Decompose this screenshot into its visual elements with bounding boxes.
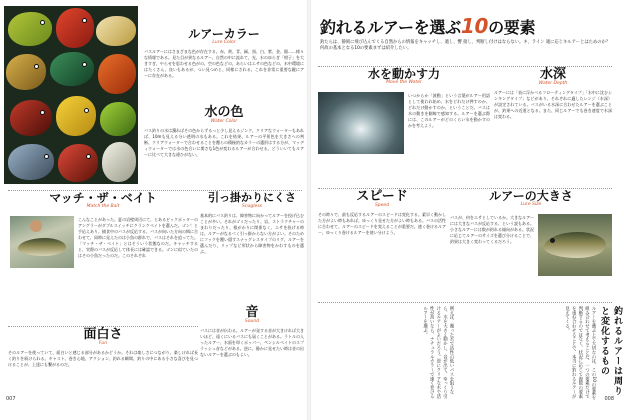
depth-sub: Water Depth (538, 81, 568, 86)
gutter (307, 0, 311, 420)
sound-body: バスには音が伝わる。ルアーが発する音が大きければ大きいほど、遠くにいるバスにも届くことがある。ラトルの入ったルアー、水面を叩くポッパー、ペンシルベイトのスプラッシュ音などがある。逆に、静かに見せたい時は音の出ないルアーを選ぶのもよい。 (200, 327, 304, 357)
snag-sub: Snagless (241, 204, 263, 209)
section-action (318, 68, 490, 186)
feature-lead: 釣たらは、静岡に飛び込んでくる自然からの情報をキャッチし、適し、響 接し、判断し付けはならない。キ、ライン 適に応じキルアーとはためのか？ 何故の基本となる10の要素まずは紹介したい。 (320, 40, 611, 52)
sound-title: 音 (245, 305, 259, 320)
water-color-sub: Water Color (210, 119, 238, 124)
section-match-the-bait (8, 192, 198, 324)
match-bait-sub: Match the Bait (86, 204, 120, 209)
lure-color-title: ルアーカラー (188, 27, 260, 41)
speed-title: スピード (356, 189, 408, 204)
lures-photo (4, 6, 138, 184)
feature-header (320, 14, 610, 36)
right-page (314, 6, 622, 406)
lure-color-sub: Lure Color (212, 40, 236, 45)
section-depth (494, 68, 612, 186)
feature-title: 釣れるルアーを選ぶ10の要素 (320, 14, 536, 38)
speed-sub: Speed (374, 203, 390, 208)
sound-sub: Sound (244, 319, 260, 324)
size-sub: Lure Size (520, 202, 542, 207)
action-body: いつからか「波動」という言葉がルアー用語として使われ始め、水をどれだけ押すのか、どれだけ動かすのか、ということだ。バスは水の動きを側線で感知する。ルアーを選ぶ際には、このルアーがどのくらい水を動かすのかを考えよう。 (408, 93, 490, 128)
section-appeal (8, 328, 198, 404)
section-size (450, 190, 612, 300)
vertical-text-b: 例えば、濁った水で活性の低いバスを狙うなら、水を大きく動かし、音が出て、ゆっくり引けるルアーがよいだろう。逆にクリアな水で活性が高いなら、ナチュラルカラーで速く巻けるルアーを選ぶ。 (422, 306, 454, 399)
splash-photo (318, 92, 404, 154)
water-color-body: バス釣りの水は濁ればその色からずるっと少し見えるジンク、クリアなウォーターもあれば、10mも見える分い透明の水もある。これを結果、ルアーの平景色を大きさへの判断、クリアウォーターで合わせることを覆らの積極的なカラーの選択はする方が、マッディウォーターでは水の色合いに関さな1色が変わるルアーが合わせる。どういいてもルアーに比べて大きな違ひがない。 (144, 127, 304, 157)
depth-title: 水深 (539, 67, 566, 82)
snag-body: 基本的にバス釣りは、障害物に向かってルアーを投げ込むことが多い。それがゴミだったり、岩、ストラクチャーのまわりだったり、根がかりに関係なく、エサを投げる時は、ルアーがなるべく引っ掛からない方がよい。そのためにフックを覆い隠すスナッグレスタイプのリグ、ルアーを選んだり、リップなど形状から障害物をかわすものを選ぶ。 (200, 212, 304, 254)
appeal-sub: Fun (98, 341, 108, 346)
vertical-heading: 釣れるルアーは周りと変化するもの (599, 306, 622, 396)
snag-title: 引っ掛かりにくさ (208, 191, 296, 204)
section-speed (318, 190, 446, 300)
appeal-title: 面白さ (83, 327, 123, 342)
right-folio: 008 (604, 396, 614, 402)
match-bait-title: マッチ・ザ・ベイト (49, 191, 157, 205)
left-folio: 007 (6, 396, 16, 402)
speed-body: その時々で、最も反応するルアーのスピードは変化する。素早く動かした方がよい時もあれば、ゆっくり見せた方がよい時もある。バスの活性に合わせて、ルアーのスピードを変えることが重要だ。速く巻けるルアー、ゆっくり巻けるルアーを使い分けよう。 (318, 211, 446, 235)
action-sub: Move the Water (386, 80, 422, 85)
size-body: バスが、何をエサとしているか。大きなルアーには大きなバスが反応する、という説もある。小さなルアーには数が釣れる傾向がある。状況に応じてルアーのサイズを選び分けることで、釣果は大きく変わってくるだろう。 (450, 215, 534, 244)
match-bait-body: こんなことがあった。夏の岩壁周辺にて、とあるビックポッターのアングラーがダブルスイッチにクランクベイトを選んだ。ゴン！と手応えあり。捕食中のバスが反応する、バスが向いた方向の餌に合わせて、同時に見えたのは小魚の群れで、バスはそれを追ってた。「マッチ・ザ・ベイト」とはそういう状態なのだ。キャッチすると、実際のバスが反応して体長には確認できる。ゴンに似ていたのはその小魚だったのだ。このそれぞれ (78, 217, 198, 258)
size-title: ルアーの大きさ (489, 189, 573, 203)
left-page (4, 6, 304, 406)
lure-color-body: バスルアーにはさまざまな色が存在する。赤、黄、青、緑、黒、白、紫、金、銀……様々な情報である。見た目が異なるルアー、自然の中に流れて、光、水のゆらぎ「紺子」を大きすぎ、やらせを思わせる色がの、空の色などの、あらいはエサの色などの、水中環境にはたくさん、良いもあるが、つい見つめと、同様にされる。これを非常に重要な鍵にアーに存在がある。 (144, 48, 304, 78)
section-snag (200, 192, 304, 292)
vertical-text-a: ルアーを選ぶ上で大切なのは、この10の要素を組み合わせて考えることだ。一つの要素だけで判断するのではなく、状況に応じて複数の要素を重ね合わせることで、本当に釣れるルアーが見えてくる。 (564, 306, 596, 400)
angler-photo (10, 216, 74, 268)
section-water-color (144, 106, 304, 188)
water-color-title: 水の色 (204, 105, 244, 120)
bass-photo (538, 214, 612, 276)
depth-body: ルアーには「表に浮かべるフローティングタイプ」「水中に沈むシンキングタイプ」などがあり、それぞれに適したレンジ（水深）が設定されている。バスがいる水深に合わせたルアーを選ぶことが、釣果への近道となる。また、同じルアーでも巻き速度で水深は変わる。 (494, 89, 612, 119)
action-title: 水を動かす力 (367, 67, 440, 81)
appeal-body: そのルアーを使っていて、面白いと感じる部分があるかどうか。それは楽しさにつながり、楽しければ長く釣りを続けられる。キャスト、巻き心地、アクション、釣れる瞬間、釣りの中にある小さな喜びを見つけることが、上達にも繋がるのだ。 (8, 349, 198, 367)
section-sound (200, 306, 304, 404)
